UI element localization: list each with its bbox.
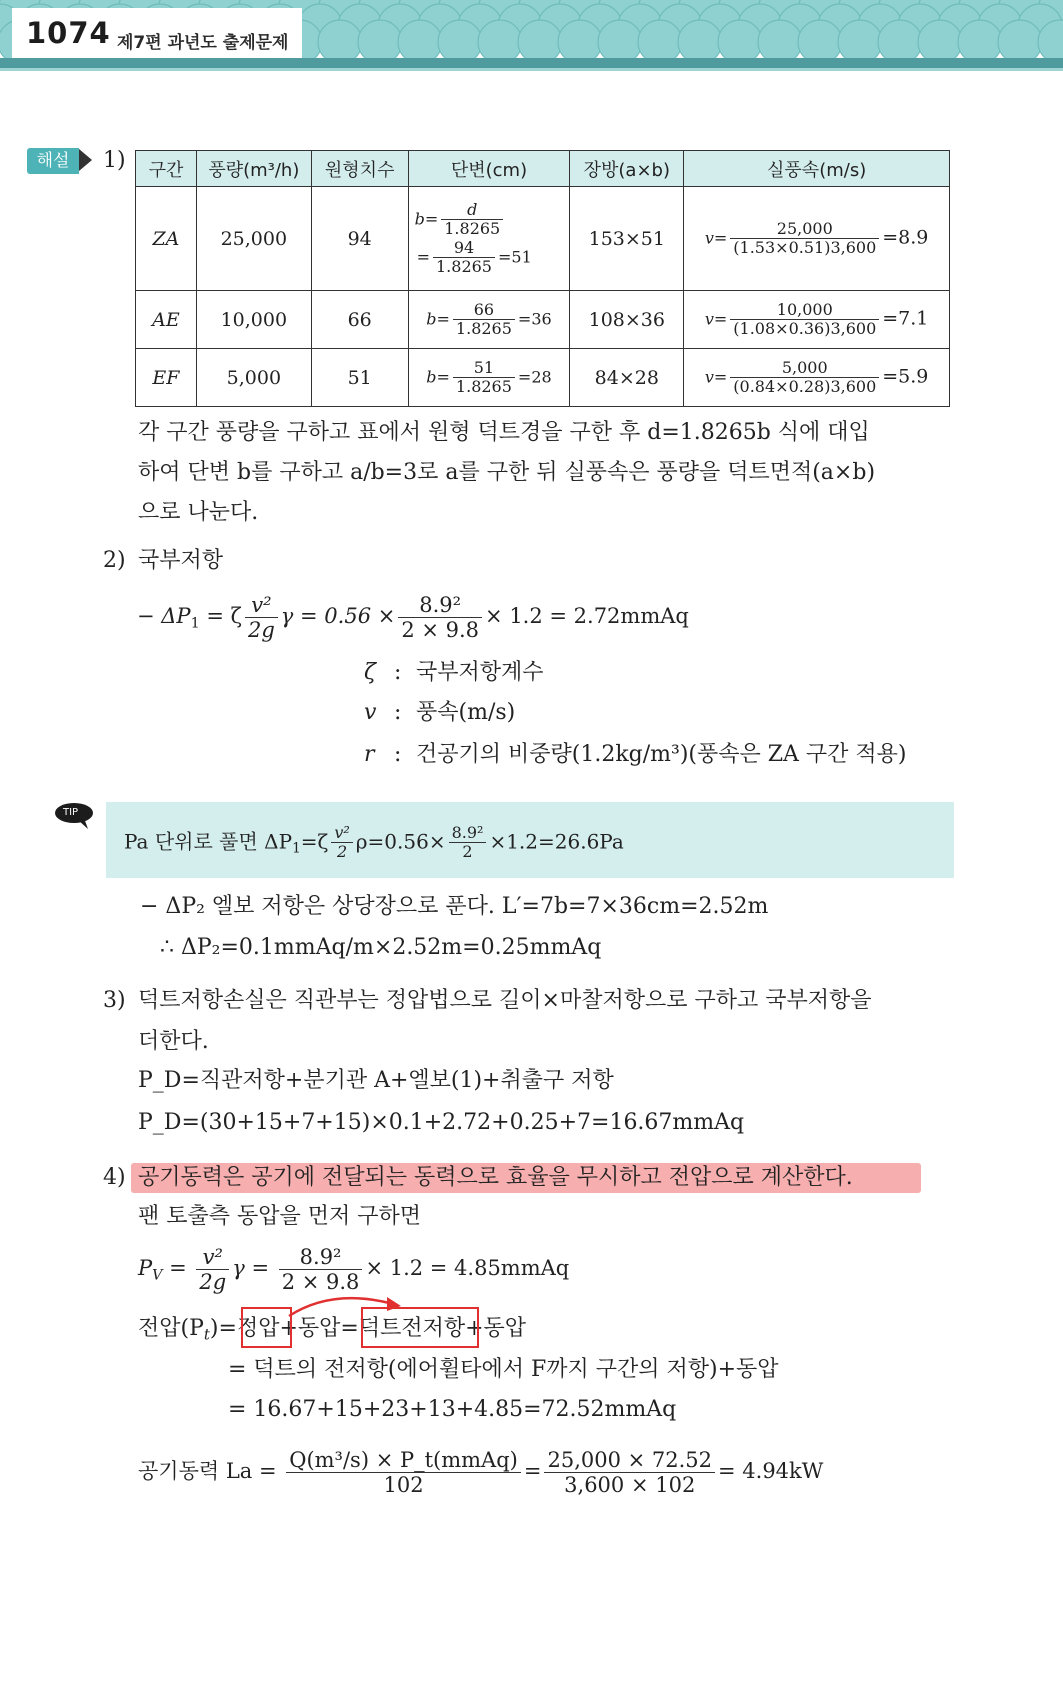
scallop-shape	[598, 20, 642, 64]
tip-equation: Pa 단위로 풀면 $\Delta P_1=\zeta$ $\frac{\text{v²}}{2}$ ρ=0.56× $\frac{\text{8.9²}}{2}$ ×1.2=26.6Pa	[124, 823, 624, 862]
boxed-term: 덕트전저항	[358, 1316, 466, 1341]
section-4-highlight-text: 공기동력은 공기에 전달되는 동력으로 효율을 무시하고 전압으로 계산한다.	[138, 1165, 853, 1190]
scallop-shape	[758, 20, 802, 64]
total-pressure-result: = 16.67+15+23+13+4.85=72.52mmAq	[228, 1397, 677, 1422]
scallop-shape	[878, 20, 922, 64]
symbol-row: ζ : 국부저항계수	[364, 660, 544, 685]
table-header: 원형치수	[311, 151, 408, 187]
short-side-cell: b= $\frac{66}{1.8265}$ =36	[408, 291, 570, 349]
table-header: 장방(a×b)	[570, 151, 684, 187]
scallop-shape	[678, 20, 722, 64]
section-3-text: 더한다.	[138, 1029, 209, 1054]
scallop-shape	[358, 20, 402, 64]
flow-cell: 10,000	[196, 291, 311, 349]
table-row	[136, 291, 950, 349]
scallop-shape	[518, 20, 562, 64]
page-number: 1074	[26, 16, 111, 50]
explanation-line: 각 구간 풍량을 구하고 표에서 원형 덕트경을 구한 후 d=1.8265b 식에 대입	[138, 420, 870, 445]
table-header: 풍량(m³/h)	[196, 151, 311, 187]
scallop-shape	[918, 20, 962, 64]
velocity-cell: v= $\frac{5,000}{(0.84\times 0.28)3,600}$ =5.9	[684, 349, 950, 407]
scallop-shape	[438, 20, 482, 64]
explanation-line: 하여 단변 b를 구하고 a/b=3로 a를 구한 뒤 실풍속은 풍량을 덕트면적(a×b)	[138, 460, 876, 485]
scallop-shape	[638, 20, 682, 64]
section-1-number: 1)	[103, 148, 126, 173]
solution-badge: 해설	[27, 148, 79, 174]
duct-sizing-table	[135, 150, 950, 407]
delta-p2-line: − ΔP₂ 엘보 저항은 상당장으로 푼다. L′=7b=7×36cm=2.52m	[140, 894, 769, 919]
page-header	[0, 0, 1063, 76]
chapter-title: 제7편 과년도 출제문제	[117, 33, 289, 53]
explanation-line: 으로 나눈다.	[138, 500, 259, 525]
table-header-row	[136, 151, 950, 187]
table-header: 구간	[136, 151, 197, 187]
section-2-title: 국부저항	[138, 548, 224, 573]
section-cell: EF	[136, 349, 197, 407]
scallop-shape	[318, 20, 362, 64]
rect-size-cell: 84×28	[570, 349, 684, 407]
red-arrow-icon	[283, 1290, 409, 1320]
table-header: 단변(cm)	[408, 151, 570, 187]
badge-arrow-icon	[79, 149, 93, 171]
air-power-equation: 공기동력 La = $\frac{\text{Q(m³/s) × P\_t(mmAq)}}{102}$ = $\frac{25,000 \times 72.52}{3,600 \times 102}$ = 4.94kW	[138, 1448, 824, 1498]
rect-size-cell: 153×51	[570, 187, 684, 291]
total-pressure-line: = 덕트의 전저항(에어휠타에서 F까지 구간의 저항)+동압	[228, 1357, 779, 1382]
short-side-cell: b= $\frac{51}{1.8265}$ =28	[408, 349, 570, 407]
table-row	[136, 349, 950, 407]
round-size-cell: 94	[311, 187, 408, 291]
boxed-term: 정압	[236, 1316, 280, 1341]
table-header: 실풍속(m/s)	[684, 151, 950, 187]
symbol-row: v : 풍속(m/s)	[364, 700, 516, 725]
scallop-shape	[478, 20, 522, 64]
section-2-number: 2)	[103, 548, 126, 573]
symbol-row: r : 건공기의 비중량(1.2kg/m³)(풍속은 ZA 구간 적용)	[364, 742, 907, 767]
total-pressure-line: 전압$(P_t)=$정압+동압=덕트전저항+동압	[138, 1316, 527, 1344]
short-side-cell: b= $\frac{d}{1.8265}$ = $\frac{94}{1.8265}$ =51	[408, 187, 570, 291]
delta-p2-result: ∴ ΔP₂=0.1mmAq/m×2.52m=0.25mmAq	[160, 935, 602, 960]
scallop-shape	[798, 20, 842, 64]
tip-label: TIP	[63, 807, 79, 818]
equation-delta-p1: − $\Delta P_1 = \zeta$ $\frac{\text{v²}}{2g}$ γ = 0.56 × $\frac{\text{8.9²}}{2 \times 9.8}$ × 1.2 = 2.72mmAq	[137, 593, 689, 643]
table-row	[136, 187, 950, 291]
scallop-shape	[398, 20, 442, 64]
scallop-shape	[718, 20, 762, 64]
scallop-shape	[958, 20, 1002, 64]
scallop-shape	[838, 20, 882, 64]
section-3-formula: P_D=직관저항+분기관 A+엘보(1)+취출구 저항	[138, 1068, 614, 1093]
velocity-cell: v= $\frac{25,000}{(1.53\times 0.51)3,600}$ =8.9	[684, 187, 950, 291]
rect-size-cell: 108×36	[570, 291, 684, 349]
round-size-cell: 51	[311, 349, 408, 407]
scallop-shape	[998, 20, 1042, 64]
section-cell: ZA	[136, 187, 197, 291]
scallop-shape	[558, 20, 602, 64]
flow-cell: 25,000	[196, 187, 311, 291]
section-cell: AE	[136, 291, 197, 349]
equation-pv: $P_V$ = $\frac{\text{v²}}{2g}$ γ = $\frac{\text{8.9²}}{2 \times 9.8}$ × 1.2 = 4.85mmAq	[138, 1245, 570, 1295]
section-4-text: 팬 토출측 동압을 먼저 구하면	[138, 1204, 421, 1229]
section-3-formula: P_D=(30+15+7+15)×0.1+2.72+0.25+7=16.67mmAq	[138, 1110, 745, 1135]
velocity-cell: v= $\frac{10,000}{(1.08\times 0.36)3,600}$ =7.1	[684, 291, 950, 349]
round-size-cell: 66	[311, 291, 408, 349]
flow-cell: 5,000	[196, 349, 311, 407]
section-3-text: 덕트저항손실은 직관부는 정압법으로 길이×마찰저항으로 구하고 국부저항을	[138, 988, 872, 1013]
section-4-number: 4)	[103, 1165, 126, 1190]
section-3-number: 3)	[103, 988, 126, 1013]
